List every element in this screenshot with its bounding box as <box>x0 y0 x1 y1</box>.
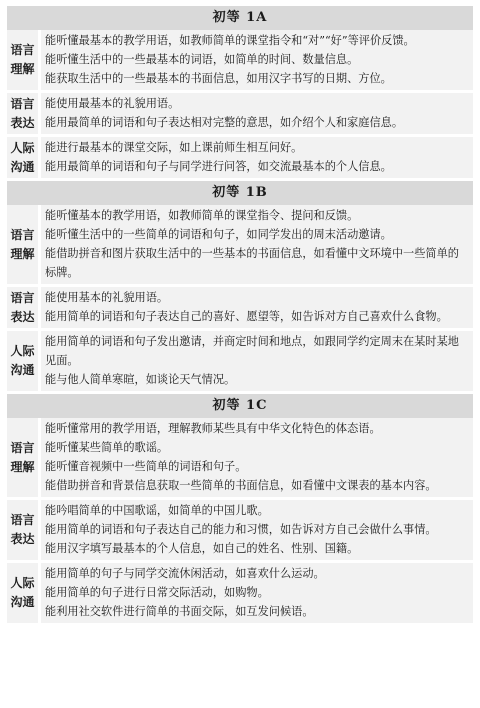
list-item: 能听懂生活中的一些简单的词语和句子，如同学发出的周末活动邀请。 <box>45 228 392 241</box>
category-label: 语言理解 <box>7 418 41 497</box>
item-list <box>41 500 473 560</box>
category-label: 人际沟通 <box>7 563 41 623</box>
list-item: 能用简单的词语和句子表达自己的喜好、愿望等，如告诉对方自己喜欢什么食物。 <box>45 310 448 323</box>
row-1a-comprehension <box>7 30 473 93</box>
row-1c-comprehension <box>7 418 473 500</box>
category-label: 人际沟通 <box>7 137 41 178</box>
item-list <box>41 331 473 391</box>
category-label: 语言表达 <box>7 287 41 328</box>
list-item: 能用简单的句子进行日常交际活动，如购物。 <box>45 586 269 599</box>
row-1b-expression <box>7 287 473 331</box>
list-item: 能听懂最基本的教学用语，如教师简单的课堂指令和“对”“好”等评价反馈。 <box>45 34 415 47</box>
row-1b-communication <box>7 331 473 394</box>
list-item: 能借助拼音和背景信息获取一些简单的书面信息，如看懂中文课表的基本内容。 <box>45 479 437 492</box>
item-list <box>41 287 473 328</box>
standards-table <box>7 6 473 626</box>
list-item: 能用汉字填写最基本的个人信息，如自己的姓名、性别、国籍。 <box>45 542 359 555</box>
list-item: 能用最简单的词语和句子与同学进行问答，如交流最基本的个人信息。 <box>45 160 392 173</box>
list-item: 能与他人简单寒暄，如谈论天气情况。 <box>45 373 236 386</box>
category-label: 语言理解 <box>7 30 41 90</box>
item-list <box>41 137 473 178</box>
list-item: 能听懂音视频中一些简单的词语和句子。 <box>45 460 247 473</box>
row-1b-comprehension <box>7 205 473 287</box>
list-item: 能用简单的词语和句子表达自己的能力和习惯，如告诉对方自己会做什么事情。 <box>45 523 437 536</box>
level-header-1b: 初等 1B <box>7 181 473 205</box>
level-header-1a: 初等 1A <box>7 6 473 30</box>
list-item: 能借助拼音和图片获取生活中的一些基本的书面信息，如看懂中文环境中一些简单的标牌。 <box>45 247 459 279</box>
list-item: 能获取生活中的一些最基本的书面信息，如用汉字书写的日期、方位。 <box>45 72 392 85</box>
category-label: 语言理解 <box>7 205 41 284</box>
list-item: 能用简单的词语和句子发出邀请，并商定时间和地点，如跟同学约定周末在某时某地见面。 <box>45 335 459 367</box>
row-1a-expression <box>7 93 473 137</box>
list-item: 能听懂某些简单的歌谣。 <box>45 441 169 454</box>
list-item: 能听懂生活中的一些最基本的词语，如简单的时间、数量信息。 <box>45 53 359 66</box>
list-item: 能用最简单的词语和句子表达相对完整的意思，如介绍个人和家庭信息。 <box>45 116 404 129</box>
item-list <box>41 205 473 284</box>
list-item: 能吟唱简单的中国歌谣，如简单的中国儿歌。 <box>45 504 269 517</box>
list-item: 能听懂基本的教学用语，如教师简单的课堂指令、提问和反馈。 <box>45 209 359 222</box>
list-item: 能使用基本的礼貌用语。 <box>45 291 169 304</box>
list-item: 能进行最基本的课堂交际，如上课前师生相互问好。 <box>45 141 303 154</box>
item-list <box>41 93 473 134</box>
list-item: 能听懂常用的教学用语，理解教师某些具有中华文化特色的体态语。 <box>45 422 381 435</box>
list-item: 能用简单的句子与同学交流休闲活动，如喜欢什么运动。 <box>45 567 325 580</box>
item-list <box>41 563 473 623</box>
item-list <box>41 418 473 497</box>
category-label: 语言表达 <box>7 93 41 134</box>
row-1c-communication <box>7 563 473 626</box>
list-item: 能使用最基本的礼貌用语。 <box>45 97 180 110</box>
level-header-1c: 初等 1C <box>7 394 473 418</box>
row-1c-expression <box>7 500 473 563</box>
item-list <box>41 30 473 90</box>
row-1a-communication <box>7 137 473 181</box>
list-item: 能利用社交软件进行简单的书面交际，如互发问候语。 <box>45 605 314 618</box>
category-label: 语言表达 <box>7 500 41 560</box>
category-label: 人际沟通 <box>7 331 41 391</box>
